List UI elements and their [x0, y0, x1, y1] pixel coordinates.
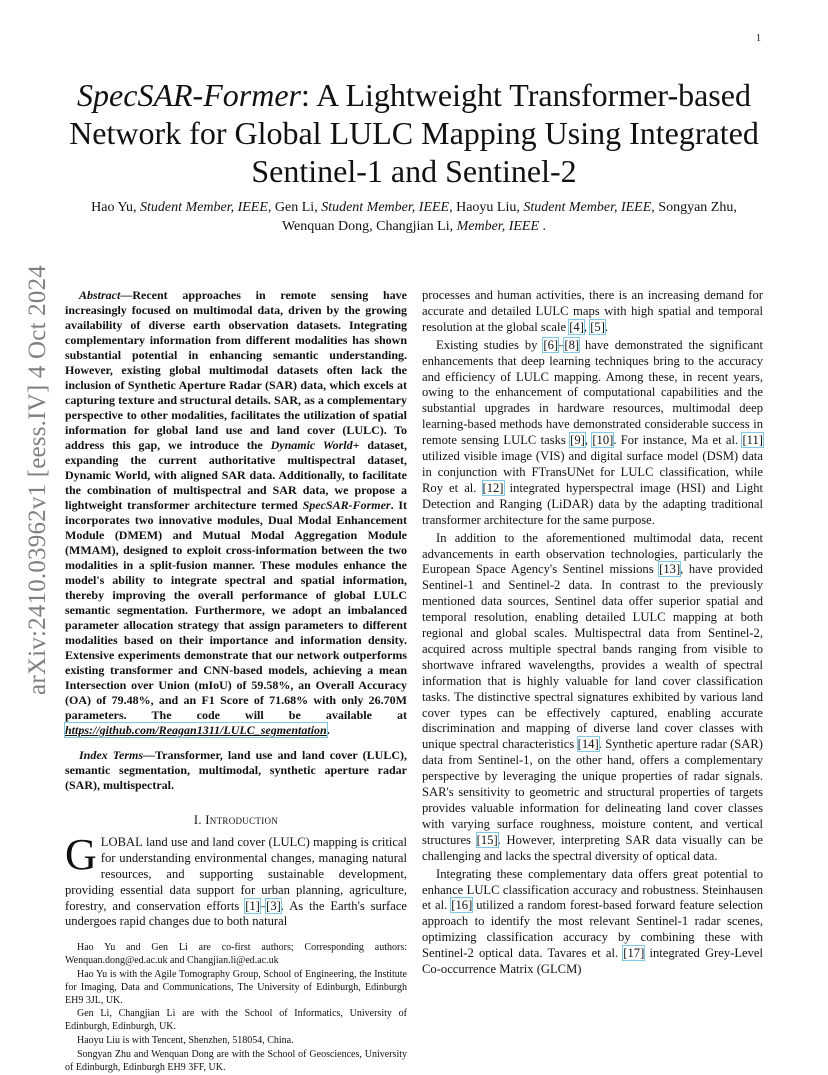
- body-text: .: [604, 319, 609, 334]
- body-paragraph: [422, 288, 763, 336]
- author-list: [70, 198, 758, 236]
- dataset-name: Dynamic World+: [270, 438, 360, 452]
- intro-text: . As the Earth's surface undergoes rapid changes due to both natural: [65, 898, 407, 929]
- citation-link[interactable]: [1]: [245, 898, 260, 913]
- author-name: , Songyan Zhu, Wenquan Dong, Changjian Li,: [281, 200, 737, 234]
- title-rest: : A Lightweight Transformer-based Network for Global LULC Mapping Using Integrated Sentinel-1 and Sentinel-2: [69, 77, 759, 189]
- citation-link[interactable]: [4]: [569, 319, 584, 334]
- body-paragraph: [422, 531, 763, 865]
- intro-text: –: [259, 898, 267, 913]
- body-text: . Synthetic aperture radar (SAR) data from Sentinel-1, on the other hand, offers a complementary perspective by leveraging the unique properties of radar signals. SAR's sensitivity to geometric and structural properties of targets provides valuable information for delineating land cover classes with varying surface roughness, moisture content, and vertical structures: [422, 737, 763, 847]
- author-name: , Haoyu Liu,: [449, 200, 524, 215]
- abstract-text: —Recent approaches in remote sensing have increasingly focused on multimodal data, driven by the growing availability of diverse earth observation datasets. Integrating complementary information from different modalities has shown substantial potential in enhancing semantic understanding. However, existing global multimodal datasets often lack the inclusion of Synthetic Aperture Radar (SAR) data, which excels at capturing texture and structural details. SAR, as a complementary perspective to other modalities, facilitates the utilization of spatial information for global land use and land cover (LULC). To address this gap, we introduce the: [65, 288, 407, 452]
- body-text: utilized visible image (VIS) and digital surface model (DSM) data in conjunction with FTransUNet for LULC classification, while Roy et al.: [422, 449, 763, 495]
- body-text: have demonstrated the significant enhancements that deep learning techniques bring to the accuracy and efficiency of LULC mapping. Among these, in recent years, owing to the enhancement of computational capabilities and the substantial upgrades in hardware resources, multimodal deep learning-based methods have demonstrated considerable success in remote sensing LULC tasks: [422, 337, 763, 448]
- index-terms-lead: Index Terms: [79, 748, 144, 762]
- body-text: . However, interpreting SAR data visually can be challenging and lacks the spectral diversity of optical data.: [422, 832, 763, 863]
- footnotes: [65, 942, 407, 1074]
- body-text: –: [558, 337, 565, 352]
- body-text: . For instance, Ma et al.: [613, 433, 743, 448]
- citation-link[interactable]: [6]: [543, 337, 559, 352]
- citation-link[interactable]: [15]: [476, 832, 498, 847]
- code-link[interactable]: https://github.com/Reagan1311/LULC_segmentation: [65, 723, 327, 737]
- body-text: ,: [583, 319, 591, 334]
- section-heading: [65, 813, 407, 829]
- citation-link[interactable]: [11]: [742, 433, 763, 448]
- footnote: Haoyu Liu is with Tencent, Shenzhen, 518054, China.: [77, 1034, 294, 1046]
- arxiv-id-text: arXiv:2410.03962v1 [eess.IV] 4 Oct 2024: [24, 265, 51, 695]
- abstract-text: . It incorporates two innovative modules, Dual Modal Enhancement Module (DMEM) and Mutual Modal Aggregation Module (MMAM), designed to exploit cross-information between the two modalities in a split-fusion manner. These modules enhance the model's ability to integrate spectral and spatial information, thereby improving the overall performance of global LULC semantic segmentation. Furthermore, we adopt an imbalanced parameter allocation strategy that assign parameters to different modalities based on their importance and information density. Extensive experiments demonstrate that our network outperforms existing transformer and CNN-based models, achieving a mean Intersection over Union (mIoU) of 59.58%, an Overall Accuracy (OA) of 79.48%, and an F1 Score of 71.68% with only 26.70M parameters. The code will be available at: [65, 498, 407, 722]
- intro-text: land use and land cover (LULC) mapping is critical for understanding environmental changes, managing natural resources, and supporting sustainable development, providing essential data support for urban planning, agriculture, forestry, and conservation efforts: [65, 834, 407, 913]
- paper-title: [60, 76, 768, 190]
- citation-link[interactable]: [9]: [570, 433, 585, 448]
- abstract-text: dataset, expanding the current authoritative multispectral dataset, Dynamic World, with aligned SAR data. Additionally, to facilitate the combination of multispectral and SAR data, we propose a lightweight transformer architecture termed: [65, 438, 407, 512]
- body-text: utilized a random forest-based forward feature selection approach to identify the most relevant Sentinel-1 radar scenes, optimizing classification accuracy by combining these with Sentinel-2 optical data. Tavares et al.: [422, 898, 764, 961]
- citation-link[interactable]: [13]: [659, 562, 681, 577]
- drop-cap: G: [65, 829, 97, 879]
- body-paragraph: [422, 867, 763, 978]
- section-title: Introduction: [205, 813, 279, 827]
- body-text: Integrating these complementary data offers great potential to enhance LULC classification accuracy and robustness. Steinhausen et al.: [422, 866, 763, 913]
- right-column: [422, 288, 763, 978]
- footnote: Songyan Zhu and Wenquan Dong are with the School of Geosciences, University of Edinburgh, Edinburgh EH9 3FF, UK.: [65, 1048, 407, 1073]
- body-text: processes and human activities, there is an increasing demand for accurate and detailed LULC maps with high spatial and temporal resolution at the global scale: [422, 288, 763, 334]
- author-role: Member, IEEE: [456, 219, 540, 234]
- body-text: integrated Grey-Level Co-occurrence Matrix (GLCM): [422, 946, 764, 977]
- citation-link[interactable]: [17]: [623, 946, 645, 961]
- abstract: [65, 288, 407, 738]
- author-role: Student Member, IEEE: [321, 200, 450, 215]
- index-terms-text: —Transformer, land use and land cover (LULC), semantic segmentation, multimodal, synthetic aperture radar (SAR), multispectral.: [65, 748, 407, 792]
- author-name: Hao Yu,: [91, 200, 140, 215]
- intro-first-word: LOBAL: [100, 834, 143, 849]
- citation-link[interactable]: [10]: [592, 433, 614, 448]
- intro-paragraph: [65, 829, 407, 930]
- citation-link[interactable]: [8]: [564, 337, 580, 352]
- author-name: , Gen Li,: [267, 200, 322, 215]
- body-text: ,: [584, 433, 593, 448]
- author-name: .: [539, 219, 547, 234]
- citation-link[interactable]: [12]: [482, 480, 504, 495]
- citation-link[interactable]: [3]: [266, 898, 281, 913]
- author-role: Student Member, IEEE: [140, 200, 268, 215]
- author-role: Student Member, IEEE: [523, 200, 652, 215]
- citation-link[interactable]: [5]: [590, 319, 605, 334]
- body-text: , have provided Sentinel-1 and Sentinel-2 data. In contrast to the previously mentioned data sources, Sentinel data offer superior spatial and temporal resolution, enabling detailed LULC mapping at both regional and global scales. Multispectral data from Sentinel-2, acquired across multiple spectral bands ranging from visible to shortwave infrared wavelengths, provides a wealth of spectral information that is highly valuable for land cover classification tasks. The distinctive spectral signatures exhibited by various land cover types can be effectively captured, enabling accurate discrimination and mapping of diverse land cover classes with unique spectral characteristics: [422, 562, 763, 752]
- body-paragraph: [422, 338, 763, 529]
- section-numeral: I.: [193, 813, 206, 827]
- body-text: In addition to the aforementioned multimodal data, recent advancements in earth observation technologies, particularly the European Space Agency's Sentinel missions: [422, 530, 763, 577]
- footnote: Hao Yu is with the Agile Tomography Group, School of Engineering, the Institute for Imaging, Data and Communications, The University of Edinburgh, Edinburgh EH9 3JL, UK.: [65, 968, 407, 1006]
- left-column: [65, 288, 407, 1075]
- model-name: SpecSAR-Former: [302, 498, 391, 512]
- citation-link[interactable]: [16]: [451, 898, 473, 913]
- citation-link[interactable]: [14]: [577, 737, 599, 752]
- abstract-text: .: [326, 723, 330, 737]
- page-number: 1: [756, 33, 761, 44]
- body-text: integrated hyperspectral image (HSI) and Light Detection and Ranging (LiDAR) data by the adapting traditional transformer architecture for the same purpose.: [422, 480, 763, 527]
- title-model-name: SpecSAR-Former: [77, 77, 301, 113]
- abstract-lead: Abstract: [79, 288, 121, 302]
- body-text: Existing studies by: [436, 337, 544, 352]
- index-terms: [65, 748, 407, 793]
- footnote: Gen Li, Changjian Li are with the School of Informatics, University of Edinburgh, Edinburgh, UK.: [65, 1008, 407, 1033]
- footnote: Hao Yu and Gen Li are co-first authors; Corresponding authors: Wenquan.dong@ed.ac.uk and Changjian.li@ed.ac.uk: [65, 942, 407, 967]
